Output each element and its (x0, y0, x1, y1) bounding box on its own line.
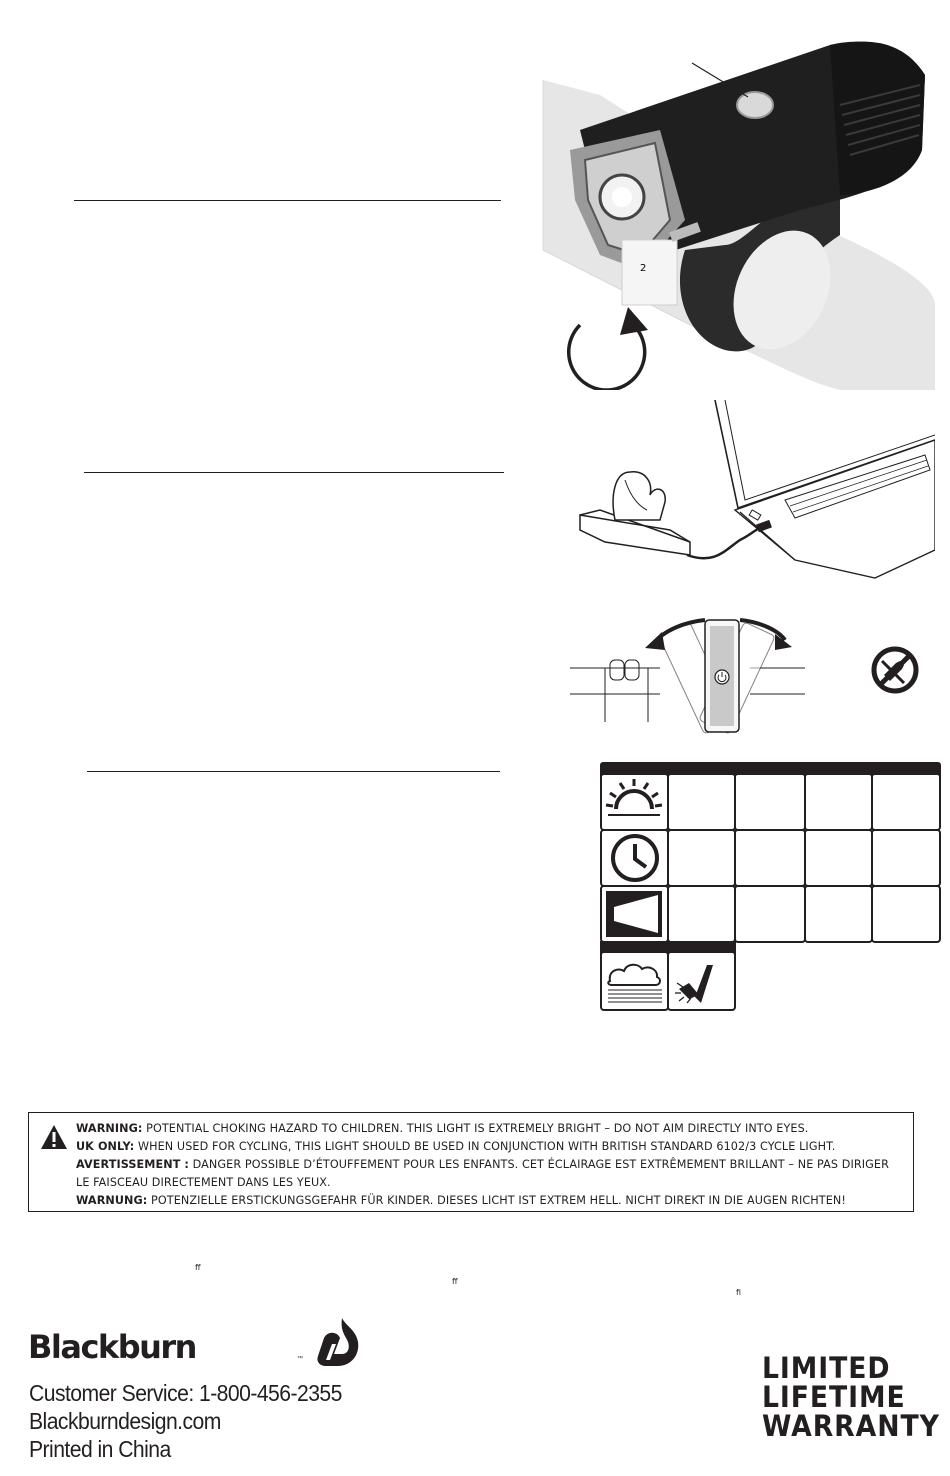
warranty-line-1: LIMITED (762, 1351, 891, 1385)
row-icon-beam (600, 885, 669, 943)
cell-r3-c1 (667, 885, 736, 943)
cell-r1-c1 (667, 773, 736, 831)
dial-number: 2 (640, 263, 647, 274)
usb-charging-illustration (575, 400, 935, 600)
cell-r1-c4 (871, 773, 941, 831)
feature-mount (667, 951, 736, 1011)
section-rule-1 (74, 200, 501, 201)
cell-r3-c4 (871, 885, 941, 943)
brand-logo-wordmark: Blackburn (28, 1328, 196, 1366)
sun-brightness-icon (602, 775, 667, 829)
section-rule-3 (87, 771, 500, 772)
warning-triangle-icon (39, 1123, 69, 1151)
warning-text-de: POTENZIELLE ERSTICKUNGSGEFAHR FÜR KINDER. DIESES LICHT IST EXTREM HELL. NICHT DIREKT IN DIE AUGEN RICHTEN! (147, 1194, 846, 1207)
warning-lead-de: WARNUNG: (76, 1194, 148, 1207)
limited-lifetime-warranty (762, 1351, 940, 1443)
printed-origin: Printed in China (29, 1436, 171, 1462)
check-mount-icon (669, 953, 734, 1009)
safety-warning-box (28, 1112, 914, 1212)
warning-text-en: POTENTIAL CHOKING HAZARD TO CHILDREN. THIS LIGHT IS EXTREMELY BRIGHT – DO NOT AIM DIRECTLY INTO EYES. (142, 1122, 809, 1135)
clock-icon (602, 831, 667, 885)
ligature-mark-3: fi (736, 1288, 742, 1297)
section-rule-2 (84, 472, 504, 473)
weather-rain-icon (602, 953, 667, 1009)
cell-r3-c2 (734, 885, 806, 943)
cell-r2-c2 (734, 829, 806, 887)
warning-text (76, 1120, 903, 1210)
ligature-mark-1: ff (195, 1263, 201, 1272)
warning-text-uk: WHEN USED FOR CYCLING, THIS LIGHT SHOULD BE USED IN CONJUNCTION WITH BRITISH STANDARD 6102/3 CYCLE LIGHT. (134, 1140, 836, 1153)
trademark-symbol: ™ (297, 1356, 303, 1362)
warranty-line-2: LIFETIME (762, 1380, 906, 1414)
customer-service-phone: Customer Service: 1-800-456-2355 (29, 1380, 342, 1406)
cell-r2-c4 (871, 829, 941, 887)
website-link[interactable]: Blackburndesign.com (29, 1408, 221, 1434)
warning-lead-uk: UK ONLY: (76, 1140, 135, 1153)
beam-pattern-icon (602, 887, 667, 941)
feature-weather (600, 951, 669, 1011)
no-tools-icon (870, 645, 920, 695)
warranty-line-3: WARRANTY (762, 1409, 940, 1443)
warning-lead-fr: AVERTISSEMENT : (76, 1158, 189, 1171)
cell-r2-c3 (804, 829, 873, 887)
cell-r3-c3 (804, 885, 873, 943)
warning-lead-en: WARNING: (76, 1122, 143, 1135)
cell-r1-c3 (804, 773, 873, 831)
warning-text-fr: DANGER POSSIBLE D’ÉTOUFFEMENT POUR LES ENFANTS. CET ÉCLAIRAGE EST EXTRÊMEMENT BRILLANT – NE PAS DIRIGER LE FAISCEAU DIRECTEMENT DANS LES YEUX. (76, 1158, 889, 1189)
blackburn-flame-logo-icon (312, 1316, 362, 1372)
row-icon-runtime (600, 829, 669, 887)
rotate-clockwise-icon (569, 307, 648, 390)
cell-r1-c2 (734, 773, 806, 831)
bike-light-mounted-illustration (540, 35, 935, 390)
row-icon-brightness (600, 773, 669, 831)
tool-free-rotation-illustration (570, 612, 810, 742)
ligature-mark-2: ff (452, 1277, 458, 1286)
cell-r2-c1 (667, 829, 736, 887)
